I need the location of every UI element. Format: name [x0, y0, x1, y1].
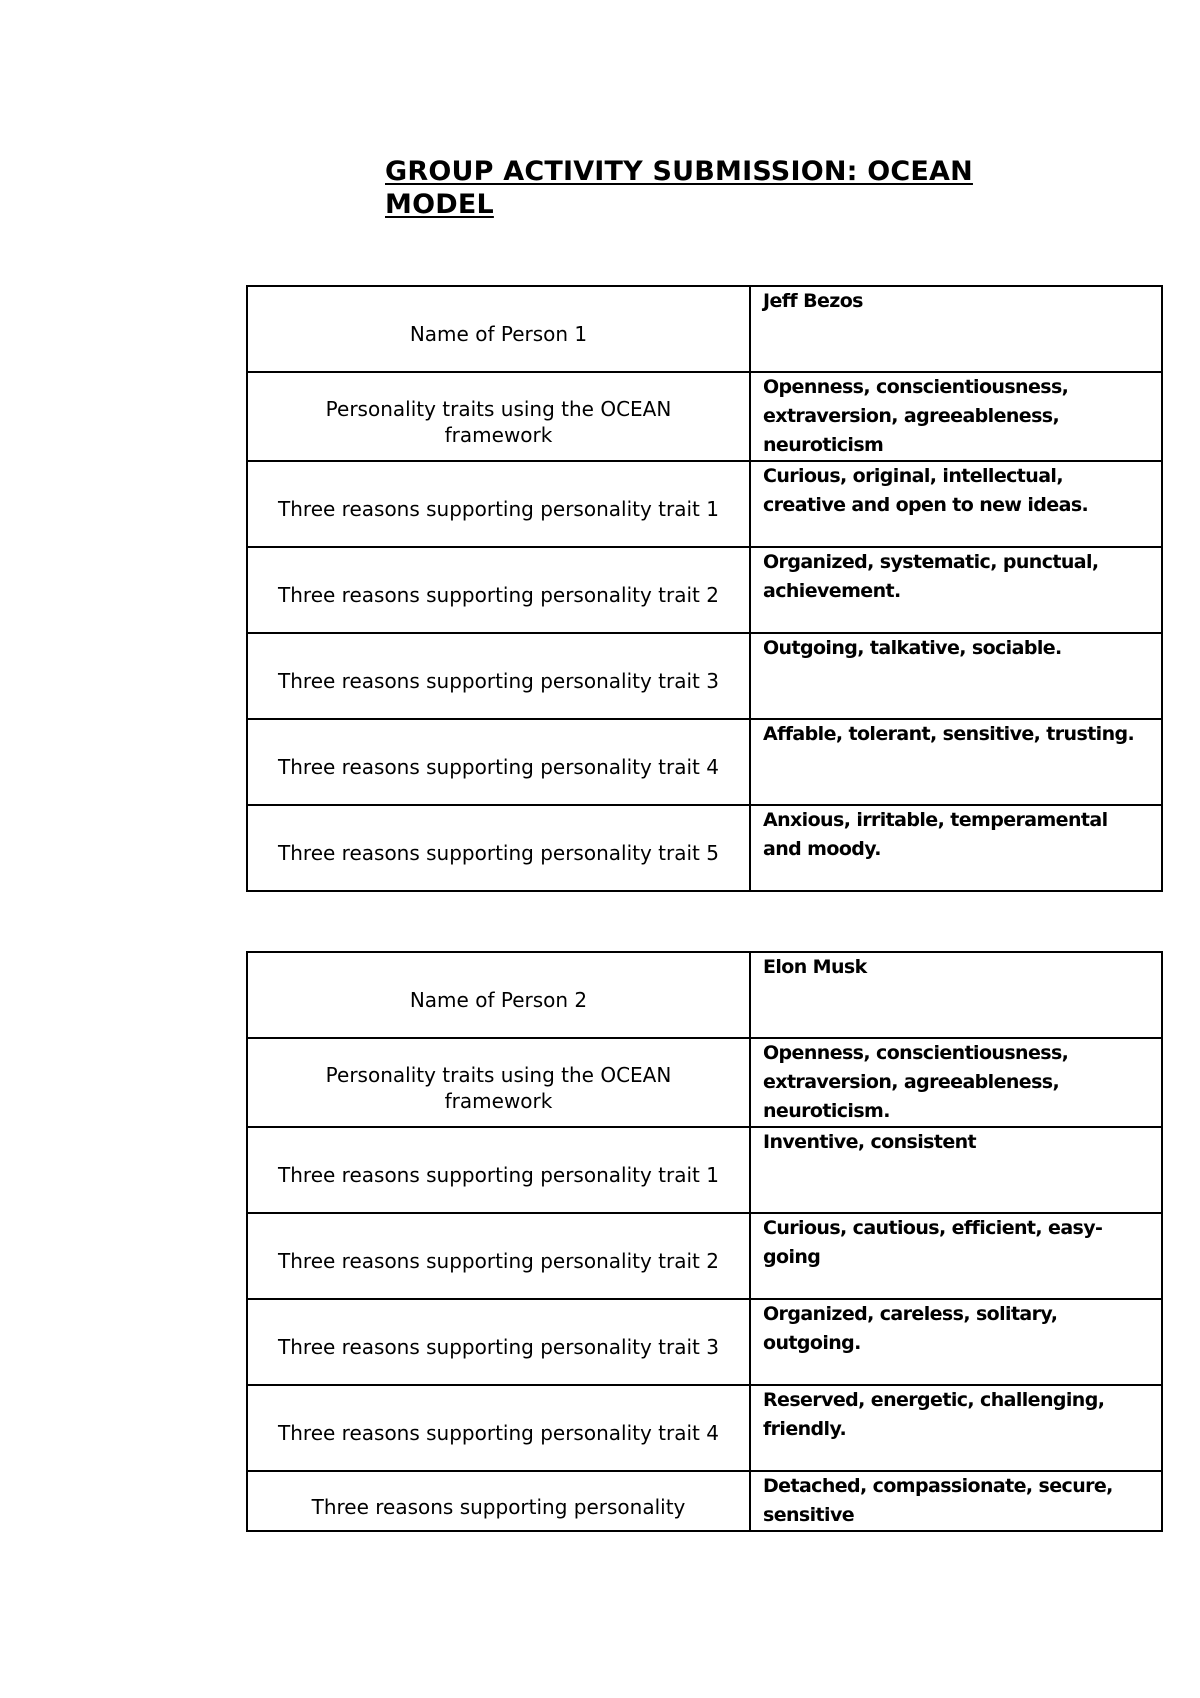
row-value: Inventive, consistent	[750, 1127, 1162, 1213]
row-value: Openness, conscientiousness, extraversion, agreeableness, neuroticism.	[750, 1038, 1162, 1127]
person-2-table	[246, 951, 1163, 1532]
table-row	[247, 719, 1162, 805]
row-value: Curious, cautious, efficient, easy-going	[750, 1213, 1162, 1299]
row-label: Three reasons supporting personality trait 1	[247, 461, 750, 547]
table-row	[247, 547, 1162, 633]
row-value: Elon Musk	[750, 952, 1162, 1038]
row-label: Three reasons supporting personality trait 4	[247, 719, 750, 805]
row-label: Name of Person 1	[247, 286, 750, 372]
table-row	[247, 1127, 1162, 1213]
row-value: Organized, careless, solitary, outgoing.	[750, 1299, 1162, 1385]
row-value: Detached, compassionate, secure, sensitive	[750, 1471, 1162, 1531]
table-row	[247, 1299, 1162, 1385]
document-title: GROUP ACTIVITY SUBMISSION: OCEAN MODEL	[385, 156, 973, 220]
table-row	[247, 1038, 1162, 1127]
table-row	[247, 461, 1162, 547]
row-value: Jeff Bezos	[750, 286, 1162, 372]
table-row	[247, 286, 1162, 372]
row-label: Three reasons supporting personality trait 4	[247, 1385, 750, 1471]
row-value: Organized, systematic, punctual, achievement.	[750, 547, 1162, 633]
row-label: Three reasons supporting personality trait 1	[247, 1127, 750, 1213]
person-1-table	[246, 285, 1163, 892]
table-row	[247, 372, 1162, 461]
row-value: Openness, conscientiousness, extraversion, agreeableness, neuroticism	[750, 372, 1162, 461]
table-row	[247, 952, 1162, 1038]
row-value: Reserved, energetic, challenging, friendly.	[750, 1385, 1162, 1471]
row-value: Anxious, irritable, temperamental and moody.	[750, 805, 1162, 891]
table-row	[247, 1385, 1162, 1471]
row-label: Three reasons supporting personality trait 2	[247, 1213, 750, 1299]
row-label: Three reasons supporting personality trait 5	[247, 805, 750, 891]
row-label: Personality traits using the OCEAN framework	[247, 1038, 750, 1127]
row-value: Curious, original, intellectual, creative and open to new ideas.	[750, 461, 1162, 547]
row-label: Three reasons supporting personality	[247, 1471, 750, 1531]
table-row	[247, 1471, 1162, 1531]
row-value: Affable, tolerant, sensitive, trusting.	[750, 719, 1162, 805]
table-row	[247, 805, 1162, 891]
row-label: Three reasons supporting personality trait 3	[247, 633, 750, 719]
row-label: Name of Person 2	[247, 952, 750, 1038]
table-row	[247, 1213, 1162, 1299]
table-row	[247, 633, 1162, 719]
row-label: Three reasons supporting personality trait 2	[247, 547, 750, 633]
row-label: Three reasons supporting personality trait 3	[247, 1299, 750, 1385]
row-value: Outgoing, talkative, sociable.	[750, 633, 1162, 719]
row-label: Personality traits using the OCEAN framework	[247, 372, 750, 461]
